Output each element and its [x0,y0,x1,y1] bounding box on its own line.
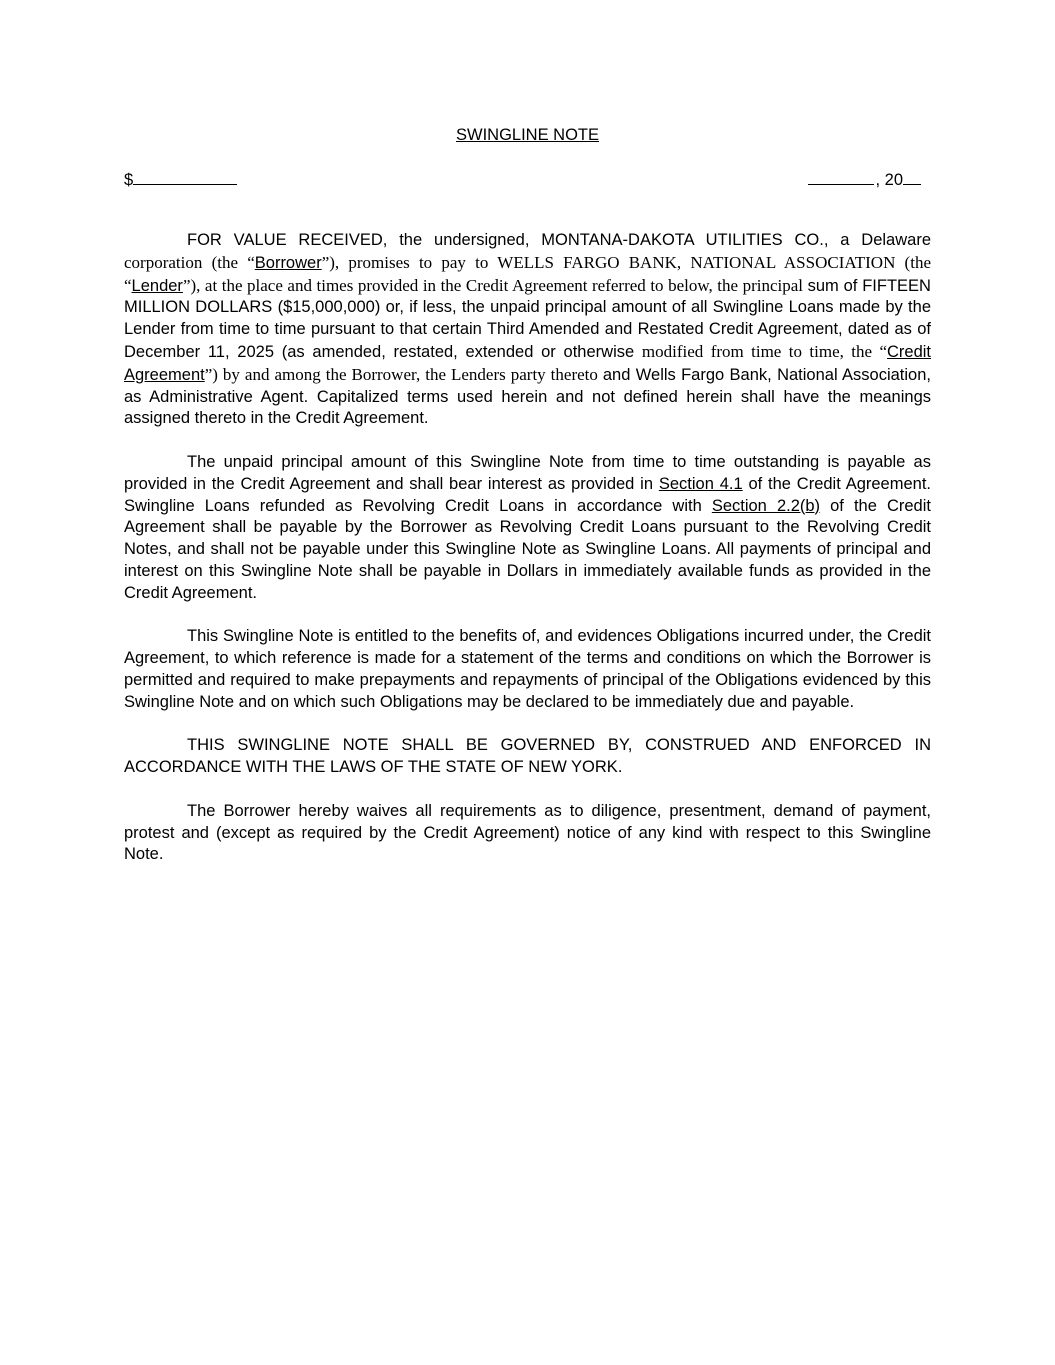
document-body [124,230,931,888]
paragraph1-text-2: corporation (the “ [124,252,255,272]
page-title: SWINGLINE NOTE [455,126,599,144]
amount-line [124,169,237,190]
section-reference-4-1: Section 4.1 [658,474,743,493]
paragraph1-text-5: sum of FIFTEEN MILLION DOLLARS ($15,000,000) or, if less, the unpaid principal amount of all Swingline Loans made by the Lender from time to time pursuant to that certain Third Amended and Restated Credit Agreement, dated as of December 11, 2025 (as amended, restated, extended or otherwise [124,276,931,361]
paragraph2-text-3: of the Credit Agreement shall be payable by the Borrower as Revolving Credit Loans pursuant to the Revolving Credit Notes, and shall not be payable under this Swingline Note as Swingline Loans. All payments of principal and interest on this Swingline Note shall be payable in Dollars in immediately available funds as provided in the Credit Agreement. [124,496,931,602]
date-blank [808,169,874,185]
paragraph-payment-terms [124,452,931,605]
defined-term-borrower: Borrower [254,253,322,272]
paragraph-waiver: The Borrower hereby waives all requirements as to diligence, presentment, demand of payment, protest and (except as required by the Credit Agreement) notice of any kind with respect to this Swingline Note. [124,801,931,864]
paragraph-governing-law: THIS SWINGLINE NOTE SHALL BE GOVERNED BY, CONSTRUED AND ENFORCED IN ACCORDANCE WITH THE LAWS OF THE STATE OF NEW YORK. [124,736,931,777]
paragraph1-text-3: ”), promises to pay to WELLS FARGO BANK, NATIONAL ASSOCIATION (the “ [124,252,931,295]
paragraph1-text-8: and Wells Fargo Bank, National Association, as Administrative Agent. Capitalized terms used herein and not defined herein shall have the meanings assigned thereto in the Credit Agreement. [124,365,931,428]
defined-term-credit-agreement: Credit Agreement [124,342,932,384]
year-blank [903,169,921,185]
amount-prefix: $ [124,171,134,189]
paragraph2-text-1: The unpaid principal amount of this Swingline Note from time to time outstanding is payable as provided in the Credit Agreement and shall bear interest as provided in [124,452,931,493]
paragraph1-text-7: ”) by and among the Borrower, the Lenders party thereto [204,364,603,384]
paragraph1-text-1: FOR VALUE RECEIVED, the undersigned, MONTANA-DAKOTA UTILITIES CO., a Delaware [187,231,931,249]
defined-term-lender: Lender [131,276,183,295]
section-reference-2-2b: Section 2.2(b) [711,496,821,515]
date-suffix: , 20 [875,171,903,189]
paragraph-benefits: This Swingline Note is entitled to the benefits of, and evidences Obligations incurred under, the Credit Agreement, to which reference is made for a statement of the terms and conditions on which the Borrower is permitted and required to make prepayments and repayments of principal of the Obligations evidenced by this Swingline Note and on which such Obligations may be declared to be immediately due and payable. [124,627,931,711]
paragraph1-text-4: ”), at the place and times provided in the Credit Agreement referred to below, the principal [182,275,808,295]
amount-blank [133,169,237,185]
paragraph2-text-2: of the Credit Agreement. Swingline Loans refunded as Revolving Credit Loans in accordance with [124,474,932,515]
date-line [808,169,921,190]
paragraph-value-received [124,230,931,430]
paragraph1-text-6: modified from time to time, the “ [641,341,887,361]
